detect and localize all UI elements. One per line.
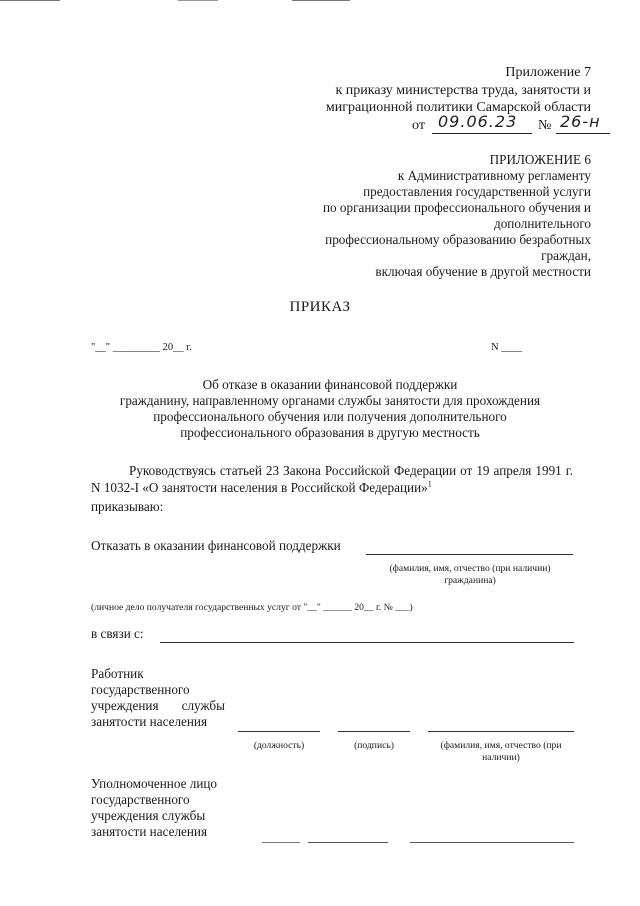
refuse-label: Отказать в оказании финансовой поддержки	[91, 538, 341, 553]
signature2-sign-line	[308, 842, 388, 843]
signature1-sign-line	[338, 731, 410, 732]
reason-label: в связи с:	[91, 626, 144, 641]
subject-line: Об отказе в оказании финансовой поддержки	[202, 377, 458, 392]
signature2-line: государственного	[91, 792, 190, 807]
appendix6-line: по организации профессионального обучения и	[322, 200, 591, 215]
signature2-line: занятости населения	[91, 824, 208, 839]
appendix6-line: граждан,	[541, 248, 591, 263]
fio-field-line	[366, 554, 573, 555]
signature2-line: учреждения службы	[91, 808, 206, 823]
appendix6-title: ПРИЛОЖЕНИЕ 6	[489, 152, 591, 167]
appendix7-date-handwritten: 09.06.23	[438, 112, 518, 131]
signature1-fio-hint-line1: (фамилия, имя, отчество (при	[440, 740, 562, 751]
signature1-position-hint: (должность)	[253, 740, 305, 751]
appendix7-line2: миграционной политики Самарской области	[325, 100, 591, 115]
footnote-marker: 1	[427, 479, 432, 489]
appendix6-line: к Административному регламенту	[397, 168, 591, 183]
appendix7-date-underline	[432, 133, 532, 134]
signature2-fio-line	[410, 842, 574, 843]
subject-line: профессионального образования в другую местность	[180, 425, 480, 440]
reason-field-line	[160, 642, 574, 643]
body-paragraph-text: Руководствуясь статьей 23 Закона Российской Федерации от 19 апреля 1991 г. N 1032-I «О занятости населения в Российской Федерации»	[91, 463, 573, 495]
signature1-line: Работник	[91, 666, 144, 681]
signature1-line: учреждения службы	[91, 698, 225, 713]
fio-hint-line2: гражданина)	[444, 575, 496, 586]
order-date-line: "__" _________ 20__ г.	[91, 342, 192, 353]
appendix7-date-prefix: от	[412, 118, 425, 133]
appendix7-line1: к приказу министерства труда, занятости и	[335, 83, 591, 98]
subject-line: гражданину, направленному органами службы занятости для прохождения	[119, 393, 541, 408]
appendix6-line: дополнительного	[493, 216, 591, 231]
appendix7-number-underline	[556, 133, 610, 134]
personal-file-line: (личное дело получателя государственных услуг от "__" ______ 20__ г. № ___)	[91, 602, 413, 613]
appendix7-title: Приложение 7	[505, 65, 591, 80]
fio-hint-line1: (фамилия, имя, отчество (при наличии)	[389, 563, 551, 574]
signature1-sign-hint: (подпись)	[354, 740, 394, 751]
appendix6-line: предоставления государственной услуги	[363, 184, 591, 199]
scan-artifact-line	[178, 0, 218, 1]
appendix6-line: профессиональному образованию безработных	[325, 232, 591, 247]
signature2-position-line	[262, 842, 300, 843]
body-paragraph	[91, 462, 573, 496]
signature1-position-line	[238, 731, 320, 732]
signature1-fio-hint-line2: наличии)	[482, 752, 520, 763]
appendix7-number-handwritten: 26-н	[560, 112, 601, 131]
signature1-line: занятости населения	[91, 714, 208, 729]
order-number-line: N ____	[491, 342, 523, 353]
signature1-line: государственного	[91, 682, 190, 697]
scan-artifact-line	[292, 0, 350, 1]
signature1-fio-line	[428, 731, 574, 732]
scan-artifact-line	[0, 0, 60, 1]
appendix7-number-prefix: №	[538, 118, 552, 133]
order-heading: ПРИКАЗ	[289, 299, 351, 315]
subject-line: профессионального обучения или получения дополнительного	[153, 409, 507, 424]
signature2-line: Уполномоченное лицо	[91, 776, 218, 791]
order-word: приказываю:	[91, 499, 164, 514]
appendix6-line: включая обучение в другой местности	[375, 264, 591, 279]
